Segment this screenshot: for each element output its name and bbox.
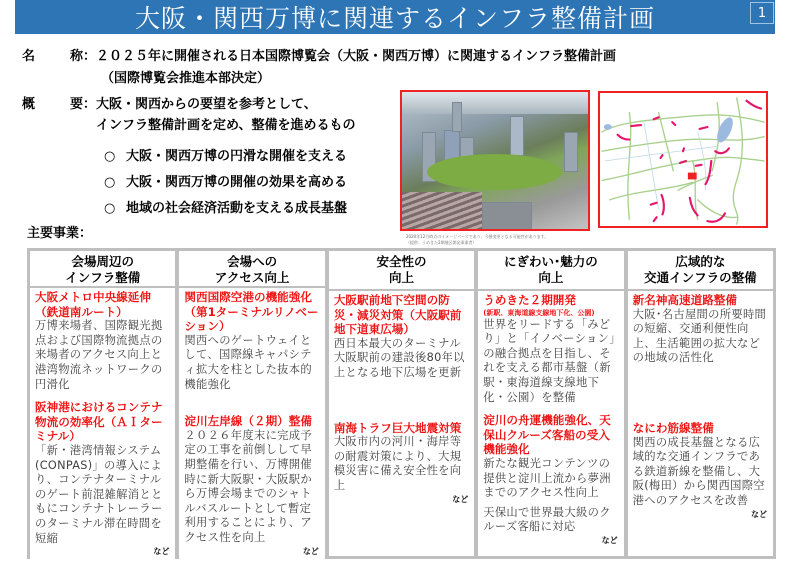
main-projects-table <box>27 248 776 559</box>
main-projects-label: 主要事業： <box>27 226 93 241</box>
goal-list <box>104 148 347 226</box>
project-title: なにわ筋線整備 <box>632 420 714 435</box>
column-body <box>179 288 324 560</box>
overview-line-2: インフラ整備計画を定め、整備を進めるもの <box>96 118 356 133</box>
project-title: 新名神高速道路整備 <box>632 293 737 307</box>
project-description: 関西の成長基盤となる広域的な交通インフラである鉄道新線を整備し、大阪(梅田）から関西国際空港へのアクセスを改善 <box>632 435 765 507</box>
photo-caption: 2020年12月時点のイメージパースであり、今後変更となる可能性があります。 （提供：うめきた2期地区開発事業者） <box>406 234 549 245</box>
column-header: 広域的な 交通インフラの整備 <box>628 251 773 289</box>
project-title: 阪神港におけるコンテナ物流の効率化（ＡＩターミナル） <box>35 400 163 444</box>
project-description: 大阪市内の河川・海岸等の耐震対策により、大規模災害に備え安全性を向上 <box>333 435 462 492</box>
column-header: 安全性の 向上 <box>329 251 474 289</box>
circle-bullet-icon: ○ <box>104 149 116 164</box>
circle-bullet-icon: ○ <box>104 201 116 216</box>
page-title: 大阪・関西万博に関連するインフラ整備計画 <box>134 4 655 33</box>
etc-note: など <box>452 494 469 504</box>
name-value: ２０２５年に開催される日本国際博覧会（大阪・関西万博）に関連するインフラ整備計画 <box>96 49 617 64</box>
column-venue-access <box>179 251 324 556</box>
column-header: 会場への アクセス向上 <box>179 251 324 286</box>
overview-row <box>22 96 317 114</box>
overview-line-1: 大阪・関西からの要望を参考として、 <box>96 97 317 112</box>
column-header: 会場周辺の インフラ整備 <box>30 251 175 286</box>
overview-label-b: 要： <box>70 97 97 112</box>
project-title: 関西国際空港の機能強化（第1ターミナルリノベーション） <box>184 290 319 334</box>
project-description: 大阪･名古屋間の所要時間の短縮、交通利便性向上、生活範囲の拡大などの地域の活性化 <box>632 307 767 365</box>
circle-bullet-icon: ○ <box>104 175 116 190</box>
project-description: 「新・港湾情報システム(CONPAS)」の導入により、コンテナターミナルのゲート前混雑解消とともにコンテナトレーラーのターミナル滞在時間を短縮 <box>35 443 163 545</box>
project-title: 淀川の舟運機能強化、天保山クルーズ客船の受入機能強化 <box>483 413 611 457</box>
name-row <box>22 45 616 64</box>
name-sub: （国際博覧会推進本部決定） <box>101 71 271 86</box>
overview-label-a: 概 <box>22 97 36 112</box>
etc-note: など <box>302 546 319 556</box>
page-number: 1 <box>750 2 774 24</box>
project-title: 大阪メトロ中央線延伸（鉄道南ルート） <box>35 290 151 319</box>
umekita-aerial-photo <box>400 90 590 231</box>
column-body <box>329 291 474 556</box>
project-description: 世界をリードする「みどり」と「イノベーション」の融合拠点を目指し、それを支える都市基盤（新駅・東海道線支線地下化・公園）を整備 <box>483 317 616 404</box>
project-title: うめきた２期開発 <box>483 293 576 307</box>
name-label-b: 称： <box>70 49 97 64</box>
column-venue-area <box>30 251 175 556</box>
venue-marker-icon <box>688 173 697 180</box>
project-description: 関西へのゲートウェイとして、国際線キャパシティ拡大を柱とした抜本的機能強化 <box>184 333 312 391</box>
map-graphic <box>600 93 766 226</box>
project-title: 南海トラフ巨大地震対策 <box>333 420 462 435</box>
column-wide-area-transport <box>628 251 773 556</box>
column-safety <box>329 251 474 556</box>
project-title: 淀川左岸線（２期）整備 <box>184 414 312 429</box>
project-description: 新たな観光コンテンツの提供と淀川上流から夢洲までのアクセス性向上 <box>483 456 611 500</box>
project-description-extra: 天保山で世界最大級のクルーズ客船に対応 <box>483 505 611 534</box>
column-body <box>478 291 623 556</box>
project-subtitle: (新駅、東海道線支線地下化、公園) <box>483 308 595 317</box>
etc-note: など <box>601 535 618 545</box>
column-body <box>628 291 773 556</box>
goal-item: ○ 大阪・関西万博の開催の効果を高める <box>104 175 348 190</box>
project-description: 万博来場者、国際観光拠点および国際物流拠点の来場者のアクセス向上と港湾物流ネットワークの円滑化 <box>35 319 163 391</box>
etc-note: など <box>751 509 768 519</box>
project-title: 大阪駅前地下空間の防災・減災対策（大阪駅前地下道東広場） <box>333 293 462 337</box>
project-description: ２０２６年度末に完成予定の工事を前倒しして早期整備を行い、万博開催時に新大阪駅・大阪駅から万博会場までのシャトルバスルートとして暫定利用することにより、アクセス性を向上 <box>184 428 312 544</box>
column-header: にぎわい･魅力の 向上 <box>478 251 623 289</box>
column-vibrancy <box>478 251 623 556</box>
goal-item: ○ 大阪・関西万博の円滑な開催を支える <box>104 149 348 164</box>
column-body <box>30 288 175 560</box>
etc-note: など <box>153 547 170 557</box>
name-label-a: 名 <box>22 49 36 64</box>
project-description: 西日本最大のターミナル大阪駅前の建設後80年以上となる地下広場を更新 <box>333 336 465 379</box>
title-bar <box>15 0 775 34</box>
kansai-route-map <box>598 91 768 228</box>
goal-item: ○ 地域の社会経済活動を支える成長基盤 <box>104 201 348 216</box>
